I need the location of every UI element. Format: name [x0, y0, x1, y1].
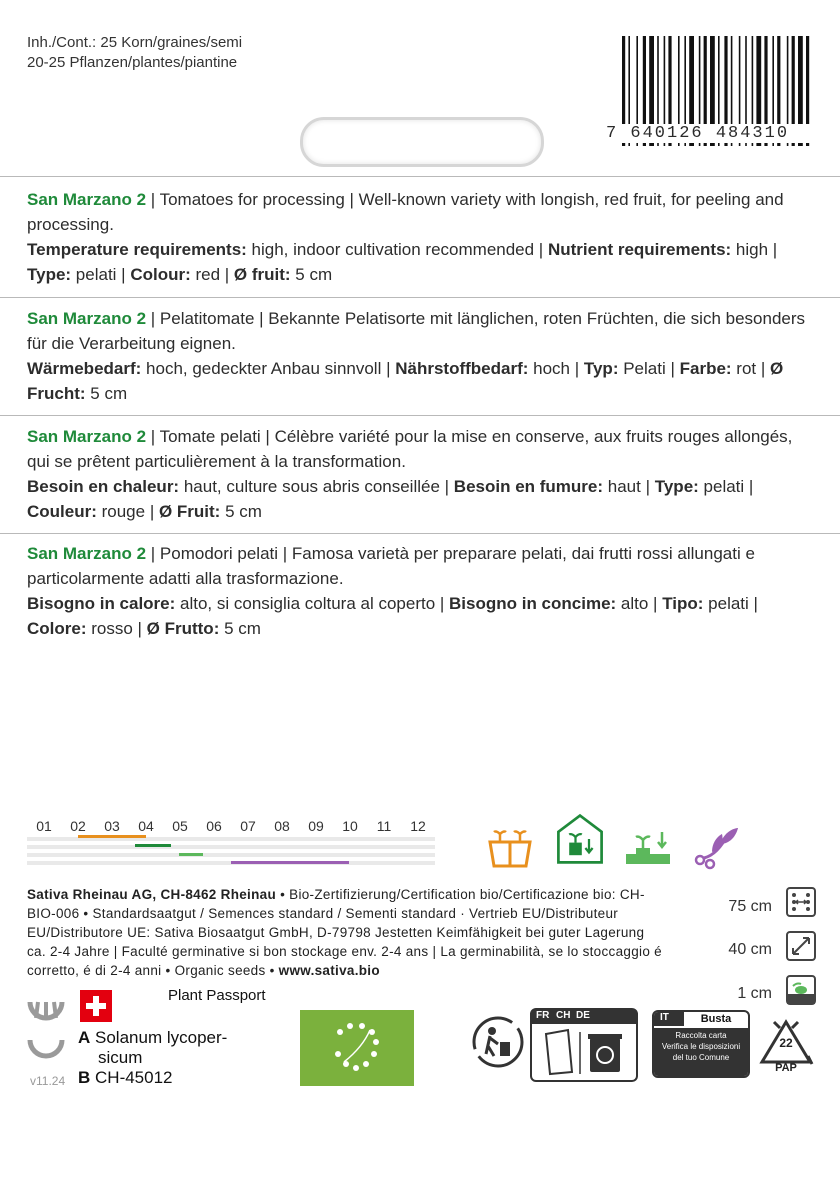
passport-code: CH-45012 [95, 1068, 173, 1087]
spec-value: alto | [616, 594, 663, 613]
passport-species-cont: sicum [98, 1048, 143, 1067]
company-text: • Bio-Zertifizierung/Certification bio/Certificazione bio: CH-BIO-006 • Standardsaatgut / Semences standard / Sementi standard · Vertrieb EU/Distributeur EU/Distributore UE: Sativa Biosaatgut GmbH, D-79798 Jestetten Keimfähigkeit bei guter Lagerung ca. 2-4 Jahre | Faculté germinative si bon stockage env. 2-4 ans | La germinabilità, se lo stoccaggio é corretto, é di 2-4 anni • Organic seeds • [27, 887, 662, 978]
divider [0, 533, 840, 534]
variety-block-fr [27, 424, 817, 524]
spec-value: rouge | [96, 502, 159, 521]
spec-value: haut, culture sous abris conseillée | [179, 477, 454, 496]
spec-label: Bisogno in calore: [27, 594, 176, 613]
country-code: FR [536, 1010, 550, 1021]
sorting-label-fr-ch-de [530, 1008, 638, 1082]
company-info [27, 885, 667, 980]
month-label: 08 [274, 818, 290, 834]
passport-letter: B [78, 1068, 91, 1087]
spec-label: Ø Fruit: [158, 502, 221, 521]
calendar-track [27, 853, 435, 857]
spec-value: high | [731, 240, 778, 259]
variety-block-de [27, 306, 817, 406]
calendar-track [27, 845, 435, 849]
spec-value: hoch, gedeckter Anbau sinnvoll | [141, 359, 396, 378]
country-bar [654, 1012, 684, 1026]
spec-label: Ø Frutto: [146, 619, 220, 638]
divider [0, 415, 840, 416]
month-label: 01 [36, 818, 52, 834]
sowing-calendar [27, 815, 437, 875]
variety-title: San Marzano 2 [27, 427, 147, 446]
row-spacing-icon [785, 886, 817, 918]
spec-label: Besoin en fumure: [453, 477, 604, 496]
passport-letter: A [78, 1028, 91, 1047]
transplant-period [179, 853, 203, 856]
it-info-text [654, 1030, 748, 1063]
variety-desc: | Pelatitomate | Bekannte Pelatisorte mit länglichen, roten Früchten, die sich besonders für die Verarbeitung eignen. [27, 309, 806, 353]
passport-line-b [78, 1068, 173, 1088]
variety-title: San Marzano 2 [27, 544, 147, 563]
spec-label: Besoin en chaleur: [27, 477, 180, 496]
contents-info [27, 33, 242, 73]
tidyman-recycle-icon [470, 1014, 526, 1070]
divider [0, 176, 840, 177]
eu-organic-logo-icon [300, 1010, 414, 1086]
variety-title: San Marzano 2 [27, 190, 147, 209]
month-label: 05 [172, 818, 188, 834]
spec-value: 5 cm [220, 502, 262, 521]
recycle-code: 22 [779, 1036, 793, 1050]
spec-label: Ø fruit: [233, 265, 291, 284]
sowing-depth-value: 1 cm [737, 985, 772, 1002]
sorting-label-it [652, 1010, 750, 1078]
greenhouse-icon [552, 812, 608, 866]
company-name: Sativa Rheinau AG, CH-8462 Rheinau [27, 887, 277, 902]
variety-block-en [27, 187, 817, 287]
spec-value: pelati | [698, 477, 754, 496]
variety-desc: | Tomatoes for processing | Well-known variety with longish, red fruit, for peeling and processing. [27, 190, 784, 234]
spec-value: hoch | [528, 359, 584, 378]
spec-value: 5 cm [290, 265, 333, 284]
variety-desc: | Tomate pelati | Célèbre variété pour la mise en conserve, aux fruits rouges allongés, qui se prêtent particulièrement à la transformation. [27, 427, 793, 471]
sowing-depth-icon [785, 974, 817, 1006]
spec-label: Temperature requirements: [27, 240, 247, 259]
country-code: CH [556, 1010, 571, 1021]
spec-label: Tipo: [662, 594, 704, 613]
spec-value: 5 cm [219, 619, 261, 638]
plant-passport-title: Plant Passport [168, 987, 266, 1004]
spec-value: haut | [603, 477, 655, 496]
passport-species: Solanum lycoper- [95, 1028, 228, 1047]
spec-label: Farbe: [679, 359, 732, 378]
country-code: IT [660, 1012, 669, 1023]
plant-spacing-icon [785, 930, 817, 962]
spec-label: Nährstoffbedarf: [395, 359, 529, 378]
it-info-line: del tuo Comune [672, 1053, 730, 1062]
spec-value: high, indoor cultivation recommended | [246, 240, 548, 259]
paper-bin-icon [540, 1028, 628, 1076]
spec-value: 5 cm [85, 384, 128, 403]
spec-label: Nutrient requirements: [547, 240, 732, 259]
country-code: DE [576, 1010, 590, 1021]
seed-tray-icon [482, 820, 538, 874]
month-label: 07 [240, 818, 256, 834]
planting-period [135, 844, 171, 847]
company-website: www.sativa.bio [278, 963, 380, 978]
it-info-line: Raccolta carta [675, 1031, 727, 1040]
month-label: 02 [70, 818, 86, 834]
spec-label: Wärmebedarf: [27, 359, 142, 378]
month-label: 10 [342, 818, 358, 834]
month-label: 04 [138, 818, 154, 834]
contents-line-1: Inh./Cont.: 25 Korn/graines/semi [27, 34, 243, 51]
spec-label: Type: [27, 265, 72, 284]
spec-value: Pelati | [618, 359, 680, 378]
recycle-material: PAP [775, 1062, 797, 1074]
quality-mark-icon [26, 998, 66, 1070]
spec-value: pelati | [71, 265, 131, 284]
harvest-icon [690, 820, 746, 874]
spec-label: Couleur: [27, 502, 97, 521]
spec-label: Bisogno in concime: [449, 594, 617, 613]
transplant-icon [622, 822, 678, 876]
spec-value: rot | [731, 359, 771, 378]
spec-label: Colore: [27, 619, 87, 638]
spec-label: Type: [654, 477, 699, 496]
barcode-number: 7 640126 484310 [604, 124, 822, 143]
spec-value: rosso | [86, 619, 147, 638]
swiss-flag-icon [80, 990, 112, 1022]
contents-line-2: 20-25 Pflanzen/plantes/piantine [27, 54, 238, 71]
passport-line-a [78, 1028, 227, 1048]
row-spacing-value: 75 cm [728, 898, 772, 915]
packet-window [300, 117, 544, 167]
it-info-line: Verifica le disposizioni [661, 1042, 741, 1051]
spec-label: Typ: [583, 359, 619, 378]
variety-block-it [27, 541, 817, 641]
spec-value: red | [190, 265, 234, 284]
version-label: v11.24 [30, 1074, 66, 1088]
sowing-period [78, 835, 146, 838]
variety-title: San Marzano 2 [27, 309, 147, 328]
spec-value: pelati | [703, 594, 758, 613]
month-label: 09 [308, 818, 324, 834]
harvest-period [231, 861, 349, 864]
spec-label: Ø Frucht: [27, 359, 784, 403]
month-label: 03 [104, 818, 120, 834]
plant-spacing-value: 40 cm [728, 941, 772, 958]
month-label: 06 [206, 818, 222, 834]
spec-label: Colour: [130, 265, 191, 284]
month-label: 12 [410, 818, 426, 834]
it-title: Busta [700, 1013, 732, 1025]
variety-desc: | Pomodori pelati | Famosa varietà per preparare pelati, dai frutti rossi allungati e particolarmente adatti alla trasformazione. [27, 544, 755, 588]
spec-value: alto, si consiglia coltura al coperto | [175, 594, 450, 613]
month-label: 11 [376, 818, 392, 834]
divider [0, 297, 840, 298]
